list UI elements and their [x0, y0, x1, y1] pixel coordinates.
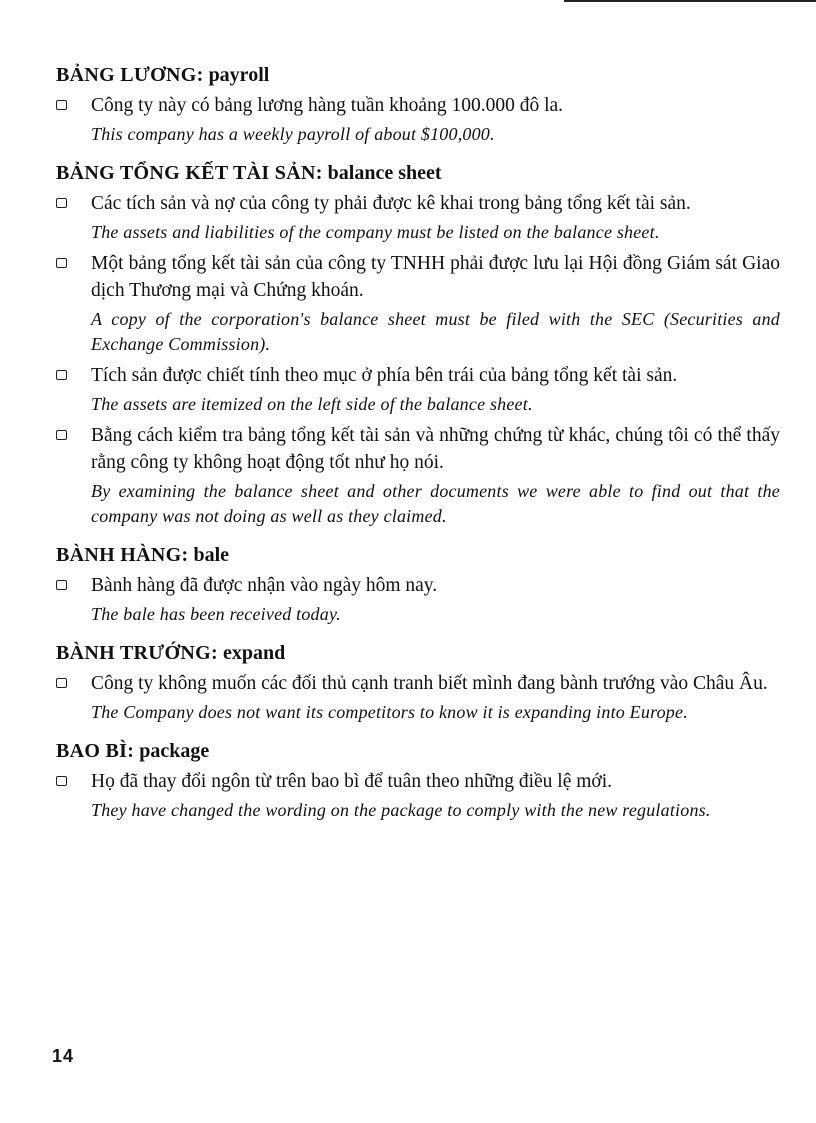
example-english: They have changed the wording on the package to comply with the new regulations.	[91, 800, 711, 820]
example-item	[56, 422, 780, 532]
example-item	[56, 768, 780, 826]
example-item	[56, 92, 780, 150]
headword-english: bale	[193, 544, 230, 566]
headword	[56, 160, 780, 186]
page-number: 14	[52, 1046, 75, 1066]
headword-vietnamese: BAO BÌ:	[56, 740, 135, 762]
headword-english: package	[139, 740, 210, 762]
example-item	[56, 362, 780, 420]
entry-expand	[56, 640, 780, 728]
example-vietnamese: Bành hàng đã được nhận vào ngày hôm nay.	[91, 575, 438, 596]
entry-payroll	[56, 62, 780, 150]
example-item	[56, 190, 780, 248]
entry-package	[56, 738, 780, 826]
checkbox-bullet-icon	[56, 580, 67, 590]
headword-vietnamese: BẢNG LƯƠNG:	[56, 64, 204, 86]
checkbox-bullet-icon	[56, 430, 67, 440]
example-english: The assets are itemized on the left side of the balance sheet.	[91, 394, 533, 414]
example-item	[56, 250, 780, 360]
example-english: By examining the balance sheet and other documents we were able to find out that the company was not doing as well as they claimed.	[91, 481, 780, 526]
headword-vietnamese: BẢNG TỔNG KẾT TÀI SẢN:	[56, 162, 323, 184]
example-english: The bale has been received today.	[91, 604, 341, 624]
checkbox-bullet-icon	[56, 100, 67, 110]
example-english: This company has a weekly payroll of about $100,000.	[91, 124, 495, 144]
checkbox-bullet-icon	[56, 258, 67, 268]
headword-english: payroll	[208, 64, 270, 86]
headword-vietnamese: BÀNH TRƯỚNG:	[56, 642, 218, 664]
example-vietnamese: Một bảng tổng kết tài sản của công ty TNHH phải được lưu lại Hội đồng Giám sát Giao dịch Thương mại và Chứng khoán.	[91, 253, 780, 301]
example-english: The assets and liabilities of the company must be listed on the balance sheet.	[91, 222, 660, 242]
headword	[56, 738, 780, 764]
headword	[56, 640, 780, 666]
checkbox-bullet-icon	[56, 198, 67, 208]
example-vietnamese: Công ty không muốn các đối thủ cạnh tranh biết mình đang bành trướng vào Châu Âu.	[91, 673, 768, 694]
entry-bale	[56, 542, 780, 630]
example-vietnamese: Bằng cách kiểm tra bảng tổng kết tài sản và những chứng từ khác, chúng tôi có thể thấy rằng công ty không hoạt động tốt như họ nói.	[91, 425, 780, 473]
checkbox-bullet-icon	[56, 678, 67, 688]
example-vietnamese: Họ đã thay đổi ngôn từ trên bao bì để tuân theo những điều lệ mới.	[91, 771, 613, 792]
headword-vietnamese: BÀNH HÀNG:	[56, 544, 189, 566]
entry-balance-sheet	[56, 160, 780, 532]
checkbox-bullet-icon	[56, 776, 67, 786]
headword-english: balance sheet	[327, 162, 442, 184]
example-english: A copy of the corporation's balance sheet must be filed with the SEC (Securities and Exchange Commission).	[91, 309, 780, 354]
headword	[56, 542, 780, 568]
top-rule	[564, 0, 816, 2]
example-item	[56, 670, 780, 728]
example-vietnamese: Công ty này có bảng lương hàng tuần khoảng 100.000 đô la.	[91, 95, 564, 116]
dictionary-page	[56, 62, 780, 836]
example-vietnamese: Tích sản được chiết tính theo mục ở phía bên trái của bảng tổng kết tài sản.	[91, 365, 678, 386]
checkbox-bullet-icon	[56, 370, 67, 380]
example-english: The Company does not want its competitors to know it is expanding into Europe.	[91, 702, 688, 722]
example-item	[56, 572, 780, 630]
headword	[56, 62, 780, 88]
headword-english: expand	[222, 642, 286, 664]
example-vietnamese: Các tích sản và nợ của công ty phải được kê khai trong bảng tổng kết tài sản.	[91, 193, 691, 214]
